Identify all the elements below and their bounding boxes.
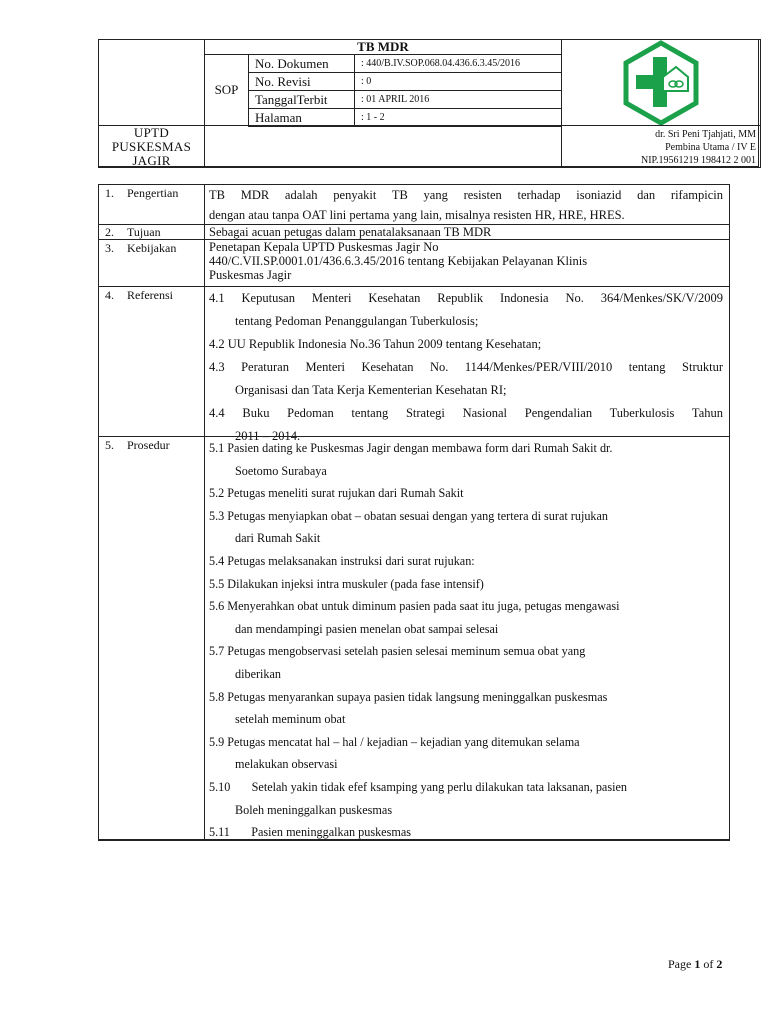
- list-item-cont: dan mendampingi pasien menelan obat sampai selesai: [235, 621, 499, 636]
- section-tujuan: [98, 224, 730, 240]
- list-item-cont: 2011 – 2014.: [235, 429, 301, 443]
- section-label: 1. Pengertian: [99, 185, 205, 224]
- section-prosedur: [98, 436, 730, 841]
- list-item: 5.2 Petugas meneliti surat rujukan dari Rumah Sakit: [209, 486, 464, 501]
- section-kebijakan: [98, 239, 730, 287]
- section-label: 2. Tujuan: [99, 225, 205, 239]
- section-body: Penetapan Kepala UPTD Puskesmas Jagir No 440/C.VII.SP.0001.01/436.6.3.45/2016 tentang Kebijakan Pelayanan Klinis Puskesmas Jagir: [209, 240, 588, 282]
- list-item-cont: Boleh meninggalkan puskesmas: [235, 802, 393, 817]
- puskesmas-logo: [561, 39, 761, 126]
- header-blank-cell: [98, 39, 205, 126]
- list-item: 4.2 UU Republik Indonesia No.36 Tahun 2009 tentang Kesehatan;: [209, 337, 542, 351]
- list-item: 4.4 Buku Pedoman tentang Strategi Nasional Pengendalian Tuberkulosis Tahun: [209, 406, 723, 420]
- list-item: 5.5 Dilakukan injeksi intra muskuler (pada fase intensif): [209, 576, 484, 591]
- list-item-cont: setelah meminum obat: [235, 712, 346, 727]
- section-referensi: [98, 286, 730, 443]
- sop-content-table: [98, 184, 730, 840]
- list-item-cont: Organisasi dan Tata Kerja Kementerian Kesehatan RI;: [235, 383, 507, 397]
- list-item-cont: Soetomo Surabaya: [235, 463, 327, 478]
- section-label: 5. Prosedur: [99, 437, 205, 840]
- section-body: [205, 437, 729, 840]
- list-item: 5.1 Pasien dating ke Puskesmas Jagir dengan membawa form dari Rumah Sakit dr.: [209, 441, 613, 455]
- list-item: 4.1 Keputusan Menteri Kesehatan Republik Indonesia No. 364/Menkes/SK/V/2009: [209, 291, 723, 305]
- list-item: 5.9 Petugas mencatat hal – hal / kejadian – kejadian yang ditemukan selama: [209, 734, 580, 749]
- revision-value: : 0: [354, 72, 562, 91]
- sop-label: SOP: [204, 54, 249, 126]
- revision-label: No. Revisi: [248, 72, 355, 91]
- page-label: Halaman: [248, 108, 355, 127]
- section-body: TB MDR adalah penyakit TB yang resisten terhadap isoniazid dan rifampicin dengan atau tanpa OAT lini pertama yang lain, misalnya resisten HR, HRE, HRES.: [209, 188, 723, 222]
- list-item: 4.3 Peraturan Menteri Kesehatan No. 1144/Menkes/PER/VIII/2010 tentang Struktur: [209, 360, 723, 374]
- signatory-nip: NIP.19561219 198412 2 001: [640, 155, 756, 166]
- section-label: 3. Kebijakan: [99, 240, 205, 286]
- section-body: [205, 287, 729, 443]
- document-title: TB MDR: [204, 39, 562, 55]
- signatory-rank: Pembina Utama / IV E: [665, 142, 756, 153]
- issue-date-label: TanggalTerbit: [248, 90, 355, 109]
- section-label: 4. Referensi: [99, 287, 205, 436]
- issue-date-value: : 01 APRIL 2016: [354, 90, 562, 109]
- page-indicator: Page 1 of 2: [668, 957, 723, 971]
- list-item: 5.11 Pasien meninggalkan puskesmas: [209, 825, 411, 840]
- section-body: Sebagai acuan petugas dalam penatalaksanaan TB MDR: [209, 225, 492, 239]
- list-item: 5.4 Petugas melaksanakan instruksi dari surat rujukan:: [209, 553, 475, 568]
- list-item: 5.10 Setelah yakin tidak efef ksamping yang perlu dilakukan tata laksanan, pasien: [209, 779, 627, 794]
- list-item: 5.7 Petugas mengobservasi setelah pasien selesai meminum semua obat yang: [209, 644, 586, 659]
- document-header: [98, 39, 759, 167]
- doc-number-value: : 440/B.IV.SOP.068.04.436.6.3.45/2016: [354, 54, 562, 73]
- list-item: 5.3 Petugas menyiapkan obat – obatan sesuai dengan yang tertera di surat rujukan: [209, 508, 609, 523]
- header-blank-middle: [204, 125, 562, 168]
- list-item-cont: tentang Pedoman Penanggulangan Tuberkulosis;: [235, 314, 479, 328]
- signatory-name: dr. Sri Peni Tjahjati, MM: [655, 129, 756, 140]
- puskesmas-logo-icon: [618, 40, 704, 126]
- list-item-cont: melakukan observasi: [235, 757, 338, 772]
- list-item-cont: dari Rumah Sakit: [235, 531, 321, 546]
- page-value: : 1 - 2: [354, 108, 562, 127]
- list-item: 5.6 Menyerahkan obat untuk diminum pasien pada saat itu juga, petugas mengawasi: [209, 599, 620, 614]
- signatory-block: [561, 125, 761, 168]
- list-item-cont: diberikan: [235, 666, 282, 681]
- institution-name: UPTD PUSKESMAS JAGIR: [98, 125, 205, 168]
- list-item: 5.8 Petugas menyarankan supaya pasien tidak langsung meninggalkan puskesmas: [209, 689, 608, 704]
- section-pengertian: [98, 184, 730, 225]
- doc-number-label: No. Dokumen: [248, 54, 355, 73]
